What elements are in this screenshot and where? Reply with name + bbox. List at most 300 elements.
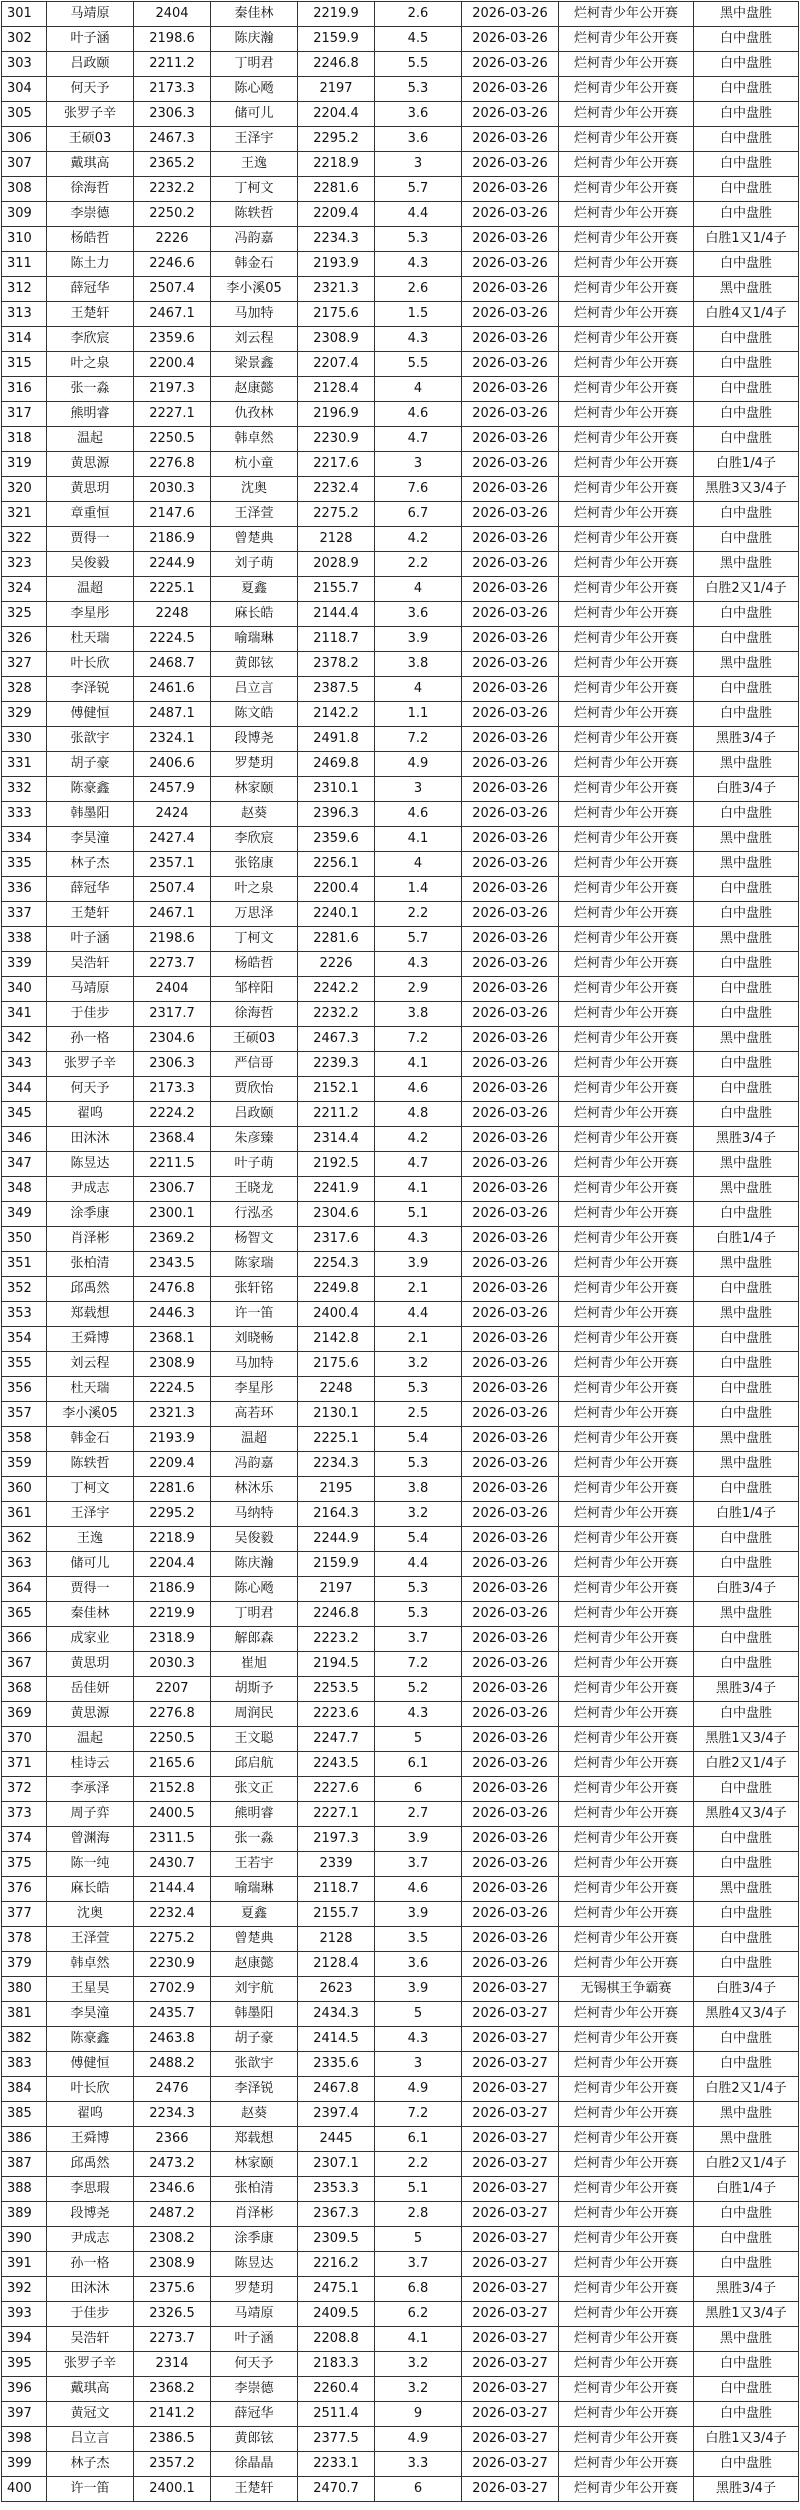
row-number-cell: 368: [2, 1677, 47, 1702]
white-rating-cell: 2359.6: [298, 827, 375, 852]
white-rating-cell: 2183.3: [298, 2352, 375, 2377]
white-player-cell: 冯韵嘉: [211, 1452, 298, 1477]
row-number-cell: 329: [2, 702, 47, 727]
black-player-cell: 黄冠文: [47, 2402, 134, 2427]
black-rating-cell: 2211.5: [134, 1152, 211, 1177]
black-player-cell: 陈一纯: [47, 1852, 134, 1877]
black-rating-cell: 2234.3: [134, 2102, 211, 2127]
white-player-cell: 林家颐: [211, 2152, 298, 2177]
table-row: [2, 1052, 799, 1077]
black-player-cell: 王舜博: [47, 1327, 134, 1352]
black-rating-cell: 2461.6: [134, 677, 211, 702]
table-row: [2, 1402, 799, 1427]
white-player-cell: 仇孜林: [211, 402, 298, 427]
white-player-cell: 林家颐: [211, 777, 298, 802]
black-rating-cell: 2281.6: [134, 1477, 211, 1502]
row-number-cell: 384: [2, 2077, 47, 2102]
black-player-cell: 张罗子辛: [47, 1052, 134, 1077]
black-rating-cell: 2476: [134, 2077, 211, 2102]
white-player-cell: 罗楚玥: [211, 2277, 298, 2302]
black-player-cell: 李泽锐: [47, 677, 134, 702]
black-player-cell: 王泽宇: [47, 1502, 134, 1527]
game-date-cell: 2026-03-26: [462, 1027, 559, 1052]
white-player-cell: 陈轶哲: [211, 202, 298, 227]
white-rating-cell: 2211.2: [298, 1102, 375, 1127]
game-date-cell: 2026-03-26: [462, 827, 559, 852]
white-player-cell: 韩金石: [211, 252, 298, 277]
black-rating-cell: 2226: [134, 227, 211, 252]
tournament-name-cell: 烂柯青少年公开赛: [559, 877, 694, 902]
white-player-cell: 陈庆瀚: [211, 27, 298, 52]
white-player-cell: 肖泽彬: [211, 2202, 298, 2227]
game-result-cell: 白中盘胜: [694, 1852, 799, 1877]
tournament-name-cell: 烂柯青少年公开赛: [559, 77, 694, 102]
black-player-cell: 杜天瑞: [47, 1377, 134, 1402]
black-player-cell: 薛冠华: [47, 877, 134, 902]
white-rating-cell: 2128: [298, 527, 375, 552]
black-player-cell: 温起: [47, 1727, 134, 1752]
game-result-cell: 白中盘胜: [694, 1352, 799, 1377]
row-number-cell: 380: [2, 1977, 47, 2002]
tournament-name-cell: 烂柯青少年公开赛: [559, 277, 694, 302]
white-player-cell: 赵康懿: [211, 1952, 298, 1977]
game-result-cell: 白中盘胜: [694, 27, 799, 52]
game-date-cell: 2026-03-26: [462, 252, 559, 277]
tournament-name-cell: 烂柯青少年公开赛: [559, 302, 694, 327]
black-rating-cell: 2200.4: [134, 352, 211, 377]
white-rating-cell: 2335.6: [298, 2052, 375, 2077]
row-number-cell: 326: [2, 627, 47, 652]
black-rating-cell: 2224.5: [134, 1377, 211, 1402]
tournament-name-cell: 烂柯青少年公开赛: [559, 1877, 694, 1902]
row-number-cell: 390: [2, 2227, 47, 2252]
table-row: [2, 327, 799, 352]
game-date-cell: 2026-03-26: [462, 1202, 559, 1227]
row-number-cell: 346: [2, 1127, 47, 1152]
row-number-cell: 355: [2, 1352, 47, 1377]
table-row: [2, 677, 799, 702]
black-player-cell: 温超: [47, 577, 134, 602]
row-number-cell: 352: [2, 1277, 47, 1302]
game-date-cell: 2026-03-26: [462, 1127, 559, 1152]
game-result-cell: 白胜2又1/4子: [694, 2077, 799, 2102]
black-player-cell: 吴浩轩: [47, 952, 134, 977]
tournament-name-cell: 烂柯青少年公开赛: [559, 1452, 694, 1477]
game-result-cell: 白中盘胜: [694, 352, 799, 377]
game-result-cell: 白中盘胜: [694, 2452, 799, 2477]
tournament-name-cell: 烂柯青少年公开赛: [559, 402, 694, 427]
tournament-name-cell: 烂柯青少年公开赛: [559, 827, 694, 852]
row-number-cell: 332: [2, 777, 47, 802]
table-row: [2, 1777, 799, 1802]
game-date-cell: 2026-03-26: [462, 27, 559, 52]
white-player-cell: 温超: [211, 1427, 298, 1452]
game-date-cell: 2026-03-27: [462, 2277, 559, 2302]
game-date-cell: 2026-03-26: [462, 1152, 559, 1177]
black-rating-cell: 2463.8: [134, 2027, 211, 2052]
black-rating-cell: 2324.1: [134, 727, 211, 752]
black-rating-cell: 2488.2: [134, 2052, 211, 2077]
row-number-cell: 348: [2, 1177, 47, 1202]
table-row: [2, 1252, 799, 1277]
white-rating-cell: 2159.9: [298, 1552, 375, 1577]
black-player-cell: 陈豪鑫: [47, 777, 134, 802]
black-player-cell: 陈土力: [47, 252, 134, 277]
white-player-cell: 丁柯文: [211, 927, 298, 952]
white-player-cell: 陈庆瀚: [211, 1552, 298, 1577]
game-result-cell: 白中盘胜: [694, 527, 799, 552]
black-rating-cell: 2326.5: [134, 2302, 211, 2327]
tournament-name-cell: 烂柯青少年公开赛: [559, 977, 694, 1002]
row-number-cell: 311: [2, 252, 47, 277]
komi-value-cell: 3.3: [375, 2452, 462, 2477]
game-result-cell: 白胜3/4子: [694, 777, 799, 802]
black-player-cell: 马靖原: [47, 977, 134, 1002]
white-rating-cell: 2434.3: [298, 2002, 375, 2027]
row-number-cell: 393: [2, 2302, 47, 2327]
tournament-name-cell: 烂柯青少年公开赛: [559, 802, 694, 827]
game-date-cell: 2026-03-26: [462, 1652, 559, 1677]
game-result-cell: 白中盘胜: [694, 102, 799, 127]
tournament-name-cell: 烂柯青少年公开赛: [559, 202, 694, 227]
white-rating-cell: 2159.9: [298, 27, 375, 52]
white-player-cell: 许一笛: [211, 1302, 298, 1327]
komi-value-cell: 7.2: [375, 2102, 462, 2127]
table-row: [2, 452, 799, 477]
tournament-name-cell: 烂柯青少年公开赛: [559, 477, 694, 502]
white-rating-cell: 2307.1: [298, 2152, 375, 2177]
game-date-cell: 2026-03-27: [462, 2252, 559, 2277]
komi-value-cell: 4.7: [375, 1152, 462, 1177]
white-rating-cell: 2128.4: [298, 377, 375, 402]
white-player-cell: 陈昱达: [211, 2252, 298, 2277]
white-player-cell: 丁明君: [211, 1602, 298, 1627]
tournament-name-cell: 烂柯青少年公开赛: [559, 1427, 694, 1452]
white-player-cell: 徐海哲: [211, 1002, 298, 1027]
game-date-cell: 2026-03-26: [462, 1502, 559, 1527]
white-player-cell: 夏鑫: [211, 1902, 298, 1927]
row-number-cell: 372: [2, 1777, 47, 1802]
komi-value-cell: 4.1: [375, 2327, 462, 2352]
komi-value-cell: 4.2: [375, 1127, 462, 1152]
black-player-cell: 韩金石: [47, 1427, 134, 1452]
table-row: [2, 1602, 799, 1627]
black-player-cell: 黄思源: [47, 1702, 134, 1727]
tournament-name-cell: 烂柯青少年公开赛: [559, 52, 694, 77]
tournament-name-cell: 烂柯青少年公开赛: [559, 1052, 694, 1077]
tournament-name-cell: 烂柯青少年公开赛: [559, 1827, 694, 1852]
black-rating-cell: 2230.9: [134, 1952, 211, 1977]
table-row: [2, 552, 799, 577]
game-result-cell: 白胜2又1/4子: [694, 1752, 799, 1777]
komi-value-cell: 1.1: [375, 702, 462, 727]
white-rating-cell: 2295.2: [298, 127, 375, 152]
table-row: [2, 1452, 799, 1477]
white-player-cell: 张柏清: [211, 2177, 298, 2202]
game-date-cell: 2026-03-26: [462, 1427, 559, 1452]
table-row: [2, 1627, 799, 1652]
black-player-cell: 叶长欣: [47, 652, 134, 677]
tournament-name-cell: 烂柯青少年公开赛: [559, 127, 694, 152]
black-player-cell: 王逸: [47, 1527, 134, 1552]
black-rating-cell: 2404: [134, 2, 211, 27]
komi-value-cell: 5.3: [375, 1602, 462, 1627]
komi-value-cell: 6: [375, 1777, 462, 1802]
black-player-cell: 李欣宸: [47, 327, 134, 352]
black-rating-cell: 2244.9: [134, 552, 211, 577]
komi-value-cell: 2.9: [375, 977, 462, 1002]
white-player-cell: 李泽锐: [211, 2077, 298, 2102]
table-row: [2, 27, 799, 52]
row-number-cell: 343: [2, 1052, 47, 1077]
white-rating-cell: 2256.1: [298, 852, 375, 877]
komi-value-cell: 4.4: [375, 1552, 462, 1577]
komi-value-cell: 1.4: [375, 877, 462, 902]
table-row: [2, 2327, 799, 2352]
row-number-cell: 321: [2, 502, 47, 527]
game-result-cell: 白中盘胜: [694, 427, 799, 452]
komi-value-cell: 5.7: [375, 177, 462, 202]
game-date-cell: 2026-03-26: [462, 1677, 559, 1702]
white-rating-cell: 2241.9: [298, 1177, 375, 1202]
row-number-cell: 342: [2, 1027, 47, 1052]
komi-value-cell: 2.6: [375, 2, 462, 27]
game-date-cell: 2026-03-27: [462, 2027, 559, 2052]
white-rating-cell: 2246.8: [298, 1602, 375, 1627]
game-result-cell: 白中盘胜: [694, 1277, 799, 1302]
black-rating-cell: 2198.6: [134, 927, 211, 952]
black-player-cell: 丁柯文: [47, 1477, 134, 1502]
tournament-name-cell: 烂柯青少年公开赛: [559, 1577, 694, 1602]
white-rating-cell: 2223.6: [298, 1702, 375, 1727]
tournament-name-cell: 烂柯青少年公开赛: [559, 1777, 694, 1802]
game-result-cell: 白中盘胜: [694, 977, 799, 1002]
komi-value-cell: 3.9: [375, 1977, 462, 2002]
table-row: [2, 1427, 799, 1452]
white-player-cell: 丁柯文: [211, 177, 298, 202]
white-player-cell: 熊明睿: [211, 1802, 298, 1827]
game-date-cell: 2026-03-26: [462, 177, 559, 202]
game-result-cell: 黑胜3又3/4子: [694, 477, 799, 502]
komi-value-cell: 4.2: [375, 527, 462, 552]
white-rating-cell: 2377.5: [298, 2427, 375, 2452]
black-player-cell: 王舜博: [47, 2127, 134, 2152]
game-date-cell: 2026-03-26: [462, 427, 559, 452]
row-number-cell: 353: [2, 1302, 47, 1327]
game-result-cell: 黑胜3/4子: [694, 2477, 799, 2502]
game-date-cell: 2026-03-26: [462, 777, 559, 802]
black-player-cell: 韩墨阳: [47, 802, 134, 827]
white-player-cell: 赵葵: [211, 2102, 298, 2127]
game-date-cell: 2026-03-27: [462, 1977, 559, 2002]
komi-value-cell: 4.3: [375, 1227, 462, 1252]
row-number-cell: 325: [2, 602, 47, 627]
row-number-cell: 365: [2, 1602, 47, 1627]
table-row: [2, 1652, 799, 1677]
row-number-cell: 359: [2, 1452, 47, 1477]
white-rating-cell: 2275.2: [298, 502, 375, 527]
game-date-cell: 2026-03-26: [462, 702, 559, 727]
komi-value-cell: 5.3: [375, 1452, 462, 1477]
white-player-cell: 万思泽: [211, 902, 298, 927]
game-date-cell: 2026-03-26: [462, 52, 559, 77]
komi-value-cell: 3: [375, 452, 462, 477]
tournament-name-cell: 烂柯青少年公开赛: [559, 702, 694, 727]
black-rating-cell: 2473.2: [134, 2152, 211, 2177]
row-number-cell: 330: [2, 727, 47, 752]
white-rating-cell: 2353.3: [298, 2177, 375, 2202]
table-row: [2, 777, 799, 802]
black-rating-cell: 2487.1: [134, 702, 211, 727]
game-result-cell: 白中盘胜: [694, 2202, 799, 2227]
tournament-name-cell: 烂柯青少年公开赛: [559, 1002, 694, 1027]
table-row: [2, 377, 799, 402]
black-rating-cell: 2248: [134, 602, 211, 627]
tournament-name-cell: 烂柯青少年公开赛: [559, 2302, 694, 2327]
white-rating-cell: 2249.8: [298, 1277, 375, 1302]
game-date-cell: 2026-03-26: [462, 752, 559, 777]
game-result-cell: 白中盘胜: [694, 502, 799, 527]
komi-value-cell: 4.3: [375, 952, 462, 977]
game-date-cell: 2026-03-27: [462, 2102, 559, 2127]
table-row: [2, 1352, 799, 1377]
komi-value-cell: 5.2: [375, 1677, 462, 1702]
white-player-cell: 何天予: [211, 2352, 298, 2377]
black-player-cell: 马靖原: [47, 2, 134, 27]
row-number-cell: 308: [2, 177, 47, 202]
white-player-cell: 朱彦臻: [211, 1127, 298, 1152]
black-player-cell: 黄思源: [47, 452, 134, 477]
tournament-name-cell: 烂柯青少年公开赛: [559, 677, 694, 702]
black-rating-cell: 2400.1: [134, 2477, 211, 2502]
game-result-cell: 白中盘胜: [694, 152, 799, 177]
row-number-cell: 377: [2, 1902, 47, 1927]
komi-value-cell: 6: [375, 2477, 462, 2502]
white-rating-cell: 2397.4: [298, 2102, 375, 2127]
white-player-cell: 梁景鑫: [211, 352, 298, 377]
table-row: [2, 427, 799, 452]
black-player-cell: 林子杰: [47, 2452, 134, 2477]
black-rating-cell: 2702.9: [134, 1977, 211, 2002]
game-date-cell: 2026-03-26: [462, 1702, 559, 1727]
game-result-cell: 白中盘胜: [694, 1552, 799, 1577]
komi-value-cell: 3: [375, 777, 462, 802]
komi-value-cell: 5: [375, 2227, 462, 2252]
white-rating-cell: 2244.9: [298, 1527, 375, 1552]
game-date-cell: 2026-03-26: [462, 1327, 559, 1352]
black-player-cell: 吴浩轩: [47, 2327, 134, 2352]
table-row: [2, 1727, 799, 1752]
komi-value-cell: 2.8: [375, 2202, 462, 2227]
game-date-cell: 2026-03-26: [462, 677, 559, 702]
game-result-cell: 白胜1又1/4子: [694, 227, 799, 252]
row-number-cell: 394: [2, 2327, 47, 2352]
black-player-cell: 熊明睿: [47, 402, 134, 427]
game-result-cell: 白中盘胜: [694, 52, 799, 77]
game-date-cell: 2026-03-26: [462, 352, 559, 377]
tournament-name-cell: 无锡棋王争霸赛: [559, 1977, 694, 2002]
game-date-cell: 2026-03-26: [462, 652, 559, 677]
white-rating-cell: 2128: [298, 1927, 375, 1952]
row-number-cell: 328: [2, 677, 47, 702]
game-result-cell: 白中盘胜: [694, 702, 799, 727]
game-date-cell: 2026-03-26: [462, 227, 559, 252]
game-result-cell: 白中盘胜: [694, 127, 799, 152]
white-rating-cell: 2195: [298, 1477, 375, 1502]
tournament-name-cell: 烂柯青少年公开赛: [559, 1802, 694, 1827]
table-row: [2, 2077, 799, 2102]
komi-value-cell: 6.8: [375, 2277, 462, 2302]
table-row: [2, 2177, 799, 2202]
row-number-cell: 379: [2, 1952, 47, 1977]
tournament-name-cell: 烂柯青少年公开赛: [559, 27, 694, 52]
game-result-cell: 黑中盘胜: [694, 1452, 799, 1477]
black-player-cell: 沈奥: [47, 1902, 134, 1927]
black-player-cell: 陈轶哲: [47, 1452, 134, 1477]
komi-value-cell: 4.3: [375, 327, 462, 352]
white-rating-cell: 2470.7: [298, 2477, 375, 2502]
komi-value-cell: 3: [375, 2052, 462, 2077]
table-row: [2, 1327, 799, 1352]
row-number-cell: 366: [2, 1627, 47, 1652]
black-rating-cell: 2198.6: [134, 27, 211, 52]
black-player-cell: 王硕03: [47, 127, 134, 152]
white-rating-cell: 2216.2: [298, 2252, 375, 2277]
komi-value-cell: 3.7: [375, 1852, 462, 1877]
table-row: [2, 577, 799, 602]
komi-value-cell: 3.8: [375, 1477, 462, 1502]
game-result-cell: 白中盘胜: [694, 2377, 799, 2402]
black-rating-cell: 2219.9: [134, 1602, 211, 1627]
row-number-cell: 362: [2, 1527, 47, 1552]
white-rating-cell: 2239.3: [298, 1052, 375, 1077]
white-rating-cell: 2197: [298, 1577, 375, 1602]
white-player-cell: 林沐乐: [211, 1477, 298, 1502]
white-rating-cell: 2309.5: [298, 2227, 375, 2252]
black-player-cell: 尹成志: [47, 2227, 134, 2252]
black-rating-cell: 2467.1: [134, 902, 211, 927]
row-number-cell: 358: [2, 1427, 47, 1452]
game-date-cell: 2026-03-26: [462, 927, 559, 952]
black-player-cell: 储可儿: [47, 1552, 134, 1577]
white-rating-cell: 2387.5: [298, 677, 375, 702]
game-date-cell: 2026-03-26: [462, 602, 559, 627]
table-row: [2, 1502, 799, 1527]
black-rating-cell: 2467.1: [134, 302, 211, 327]
game-date-cell: 2026-03-27: [462, 2227, 559, 2252]
black-rating-cell: 2141.2: [134, 2402, 211, 2427]
tournament-name-cell: 烂柯青少年公开赛: [559, 602, 694, 627]
black-rating-cell: 2193.9: [134, 1427, 211, 1452]
black-player-cell: 吕立言: [47, 2427, 134, 2452]
table-row: [2, 1277, 799, 1302]
komi-value-cell: 5.3: [375, 1377, 462, 1402]
black-player-cell: 邱禹然: [47, 1277, 134, 1302]
table-row: [2, 1952, 799, 1977]
game-date-cell: 2026-03-27: [462, 2052, 559, 2077]
table-row: [2, 2152, 799, 2177]
game-date-cell: 2026-03-27: [462, 2452, 559, 2477]
komi-value-cell: 6.2: [375, 2302, 462, 2327]
table-row: [2, 2102, 799, 2127]
game-date-cell: 2026-03-26: [462, 852, 559, 877]
game-date-cell: 2026-03-26: [462, 877, 559, 902]
black-rating-cell: 2224.5: [134, 627, 211, 652]
komi-value-cell: 4.6: [375, 402, 462, 427]
komi-value-cell: 3.9: [375, 1252, 462, 1277]
row-number-cell: 361: [2, 1502, 47, 1527]
row-number-cell: 356: [2, 1377, 47, 1402]
